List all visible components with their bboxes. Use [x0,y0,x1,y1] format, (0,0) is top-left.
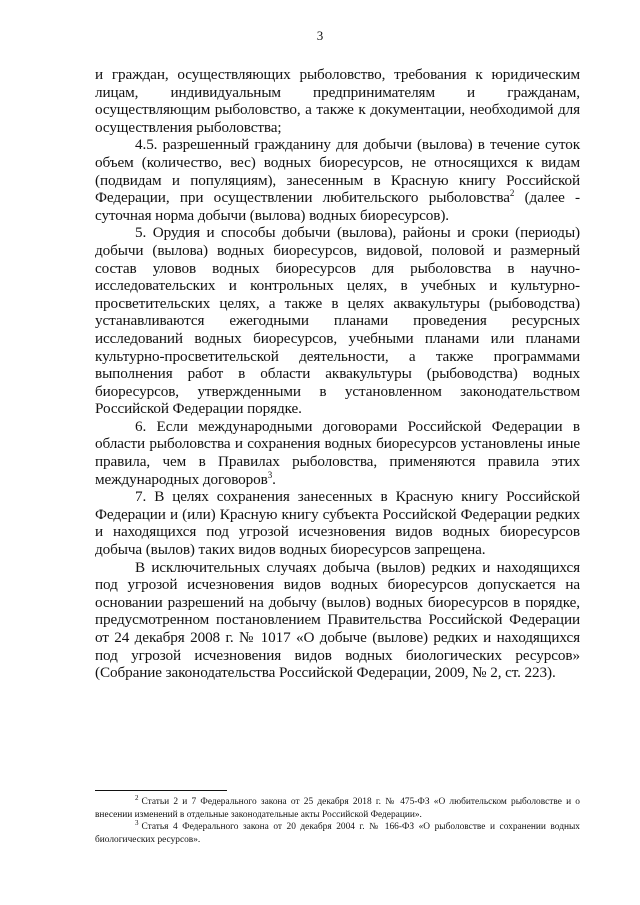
paragraph-text: 5. Орудия и способы добычи (вылова), районы и сроки (периоды) добычи (вылова) водных биоресурсов, видовой, половой и размерный состав уловов водных биоресурсов для рыболовства в научно-исследовательских и контрольных целях, в учебных и культурно-просветительских целях, а также в целях аквакультуры (рыбоводства) устанавливаются ежегодными планами проведения ресурсных исследований водных биоресурсов, учебными планами или планами культурно-просветительской деятельности, а также программами выполнения работ в области аквакультуры (рыбоводства) водных биоресурсов, утвержденными в установленном законодательством Российской Федерации порядке. [95,224,580,418]
paragraph-tail: . [272,470,276,488]
footnote-separator [95,790,227,791]
paragraph-text: 6. Если международными договорами Российской Федерации в области рыболовства и сохранения водных биоресурсов установлены иные правила, чем в Правилах рыболовства, применяются правила этих международных договоров [95,417,580,488]
paragraph-continuation [95,66,580,136]
footnote [95,793,580,821]
footnote-number: 3 [135,819,139,828]
footnote-reference: 2 [509,188,515,199]
footnote-text: Статья 4 Федерального закона от 20 декабря 2004 г. № 166-ФЗ «О рыболовстве и сохранении водных биологических ресурсов». [95,822,580,845]
footnotes [95,793,580,846]
paragraph-5 [95,224,580,418]
page-number: 3 [316,28,324,43]
footnote-reference: 3 [267,469,273,480]
paragraph-tail: (далее - суточная норма добычи (вылова) водных биоресурсов). [95,189,580,224]
paragraph-text: 4.5. разрешенный гражданину для добычи (вылова) в течение суток объем (количество, вес) водных биоресурсов, не относящихся к видам (подвидам и популяциям), занесенным в Красную книгу Российской Федерации, при осуществлении любительского рыболовства [95,136,580,207]
footnote [95,821,580,846]
body-text [95,66,580,682]
paragraph-text: и граждан, осуществляющих рыболовство, требования к юридическим лицам, индивидуальным предпринимателям и гражданам, осуществляющим рыболовство, а также к документации, необходимой для осуществления рыболовства; [95,66,580,136]
paragraph-exceptional-cases [95,559,580,682]
footnote-number: 2 [135,793,139,802]
paragraph-7 [95,488,580,558]
paragraph-text: 7. В целях сохранения занесенных в Красную книгу Российской Федерации и (или) Красную книгу субъекта Российской Федерации редких и находящихся под угрозой исчезновения видов водных биоресурсов добыча (вылов) таких видов водных биоресурсов запрещена. [95,488,580,559]
paragraph-text: В исключительных случаях добыча (вылов) редких и находящихся под угрозой исчезновения видов водных биоресурсов допускается на основании разрешений на добычу (вылов) водных биоресурсов в порядке, предусмотренном постановлением Правительства Российской Федерации от 24 декабря 2008 г. № 1017 «О добыче (вылове) редких и находящихся под угрозой исчезновения видов водных биологических ресурсов» (Собрание законодательства Российской Федерации, 2009, № 2, ст. 223). [95,558,580,682]
footnote-text: Статьи 2 и 7 Федерального закона от 25 декабря 2018 г. № 475-ФЗ «О любительском рыболовстве и о внесении изменений в отдельные законодательные акты Российской Федерации». [95,797,580,820]
paragraph-4-5 [95,136,580,224]
paragraph-6 [95,418,580,488]
